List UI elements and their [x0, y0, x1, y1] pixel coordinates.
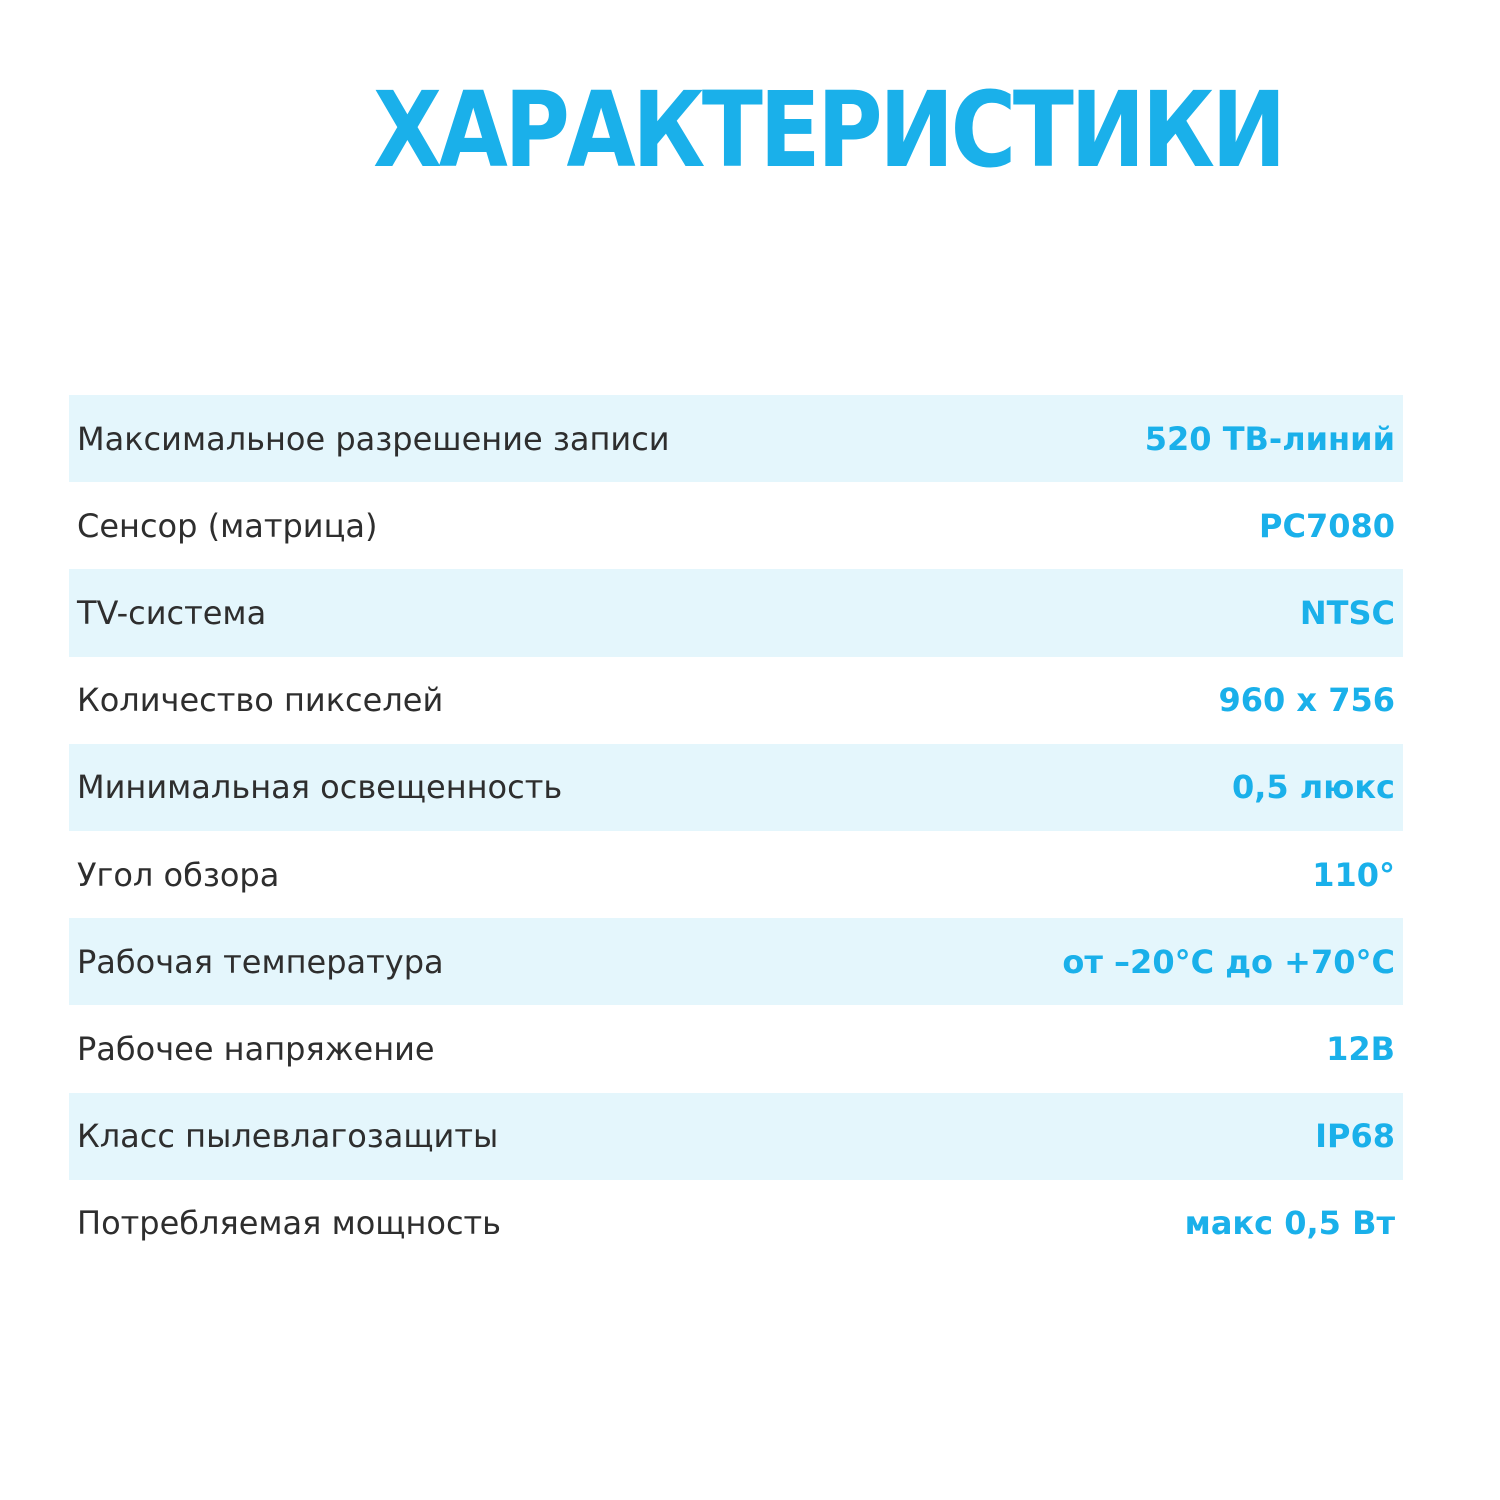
spec-table [69, 395, 1403, 1267]
spec-value: макс 0,5 Вт [1184, 1204, 1395, 1243]
spec-value: IP68 [1315, 1117, 1395, 1156]
spec-row-view-angle [69, 831, 1403, 918]
spec-value: NTSC [1299, 593, 1395, 632]
spec-label: Класс пылевлагозащиты [77, 1117, 499, 1156]
spec-row-min-illumination [69, 744, 1403, 831]
spec-row-protection-class [69, 1093, 1403, 1180]
spec-label: Угол обзора [77, 855, 280, 894]
spec-label: Сенсор (матрица) [77, 506, 378, 545]
spec-value: 0,5 люкс [1231, 768, 1395, 807]
spec-row-power-consumption [69, 1180, 1403, 1267]
spec-label: Максимальное разрешение записи [77, 419, 670, 458]
spec-value: от –20°C до +70°C [1062, 942, 1395, 981]
spec-value: 12В [1326, 1029, 1395, 1068]
spec-value: PC7080 [1259, 506, 1395, 545]
spec-value: 110° [1312, 855, 1395, 894]
spec-row-sensor [69, 482, 1403, 569]
spec-row-tv-system [69, 569, 1403, 656]
spec-row-operating-temperature [69, 918, 1403, 1005]
spec-row-operating-voltage [69, 1005, 1403, 1092]
spec-label: Потребляемая мощность [77, 1204, 502, 1243]
spec-label: TV-система [77, 593, 267, 632]
page-title: ХАРАКТЕРИСТИКИ [373, 69, 1283, 191]
spec-label: Минимальная освещенность [77, 768, 563, 807]
spec-label: Рабочее напряжение [77, 1029, 435, 1068]
spec-row-max-resolution [69, 395, 1403, 482]
spec-label: Рабочая температура [77, 942, 444, 981]
spec-label: Количество пикселей [77, 681, 444, 720]
spec-row-pixel-count [69, 657, 1403, 744]
spec-value: 960 x 756 [1218, 681, 1395, 720]
spec-value: 520 ТВ-линий [1144, 419, 1395, 458]
